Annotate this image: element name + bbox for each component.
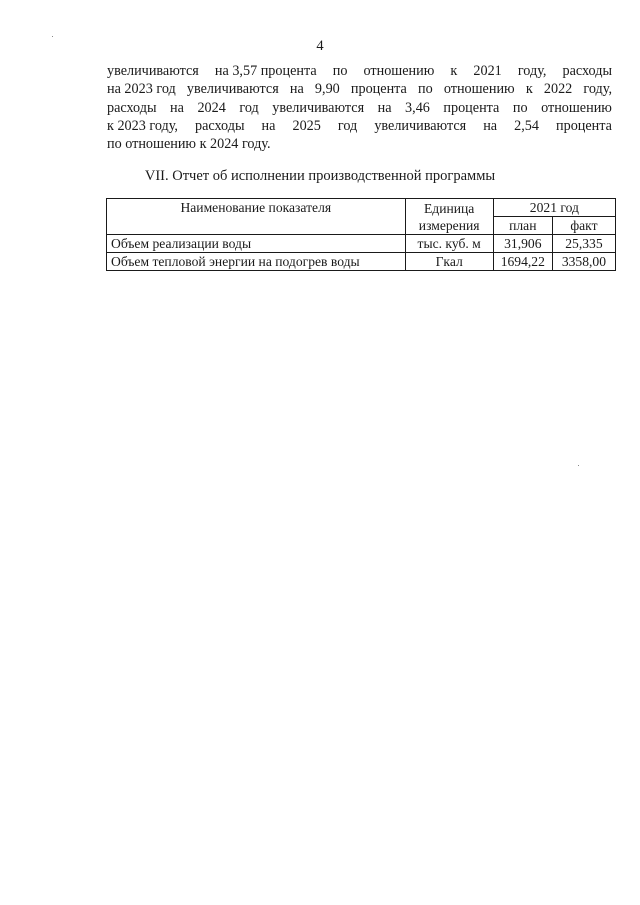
scan-speck xyxy=(52,36,53,37)
header-indicator-name: Наименование показателя xyxy=(107,199,406,235)
paragraph-line: к 2023 году, расходы на 2025 год увеличиваются на 2,54 процента xyxy=(107,117,612,134)
header-plan: план xyxy=(493,217,552,235)
paragraph-line: расходы на 2024 год увеличиваются на 3,46 процента по отношению xyxy=(107,99,612,116)
table-row xyxy=(107,253,616,271)
paragraph-line: на 2023 год увеличиваются на 9,90 процента по отношению к 2022 году, xyxy=(107,81,612,98)
header-year: 2021 год xyxy=(493,199,615,217)
row-unit: тыс. куб. м xyxy=(405,235,493,253)
row-plan: 1694,22 xyxy=(493,253,552,271)
page-number: 4 xyxy=(316,38,324,54)
row-plan: 31,906 xyxy=(493,235,552,253)
header-fact: факт xyxy=(552,217,615,235)
production-program-table xyxy=(106,198,616,271)
row-indicator-name: Объем реализации воды xyxy=(107,235,406,253)
table-row xyxy=(107,235,616,253)
paragraph-line: по отношению к 2024 году. xyxy=(107,136,271,153)
section-title: VII. Отчет об исполнении производственной программы xyxy=(144,168,496,184)
table-header-row xyxy=(107,199,616,217)
row-unit: Гкал xyxy=(405,253,493,271)
paragraph-line: увеличиваются на 3,57 процента по отношению к 2021 году, расходы xyxy=(107,63,612,79)
row-fact: 3358,00 xyxy=(552,253,615,271)
body-paragraph xyxy=(107,62,612,153)
row-indicator-name: Объем тепловой энергии на подогрев воды xyxy=(107,253,406,271)
row-fact: 25,335 xyxy=(552,235,615,253)
header-unit: Единица измерения xyxy=(405,199,493,235)
scan-speck xyxy=(578,465,579,466)
